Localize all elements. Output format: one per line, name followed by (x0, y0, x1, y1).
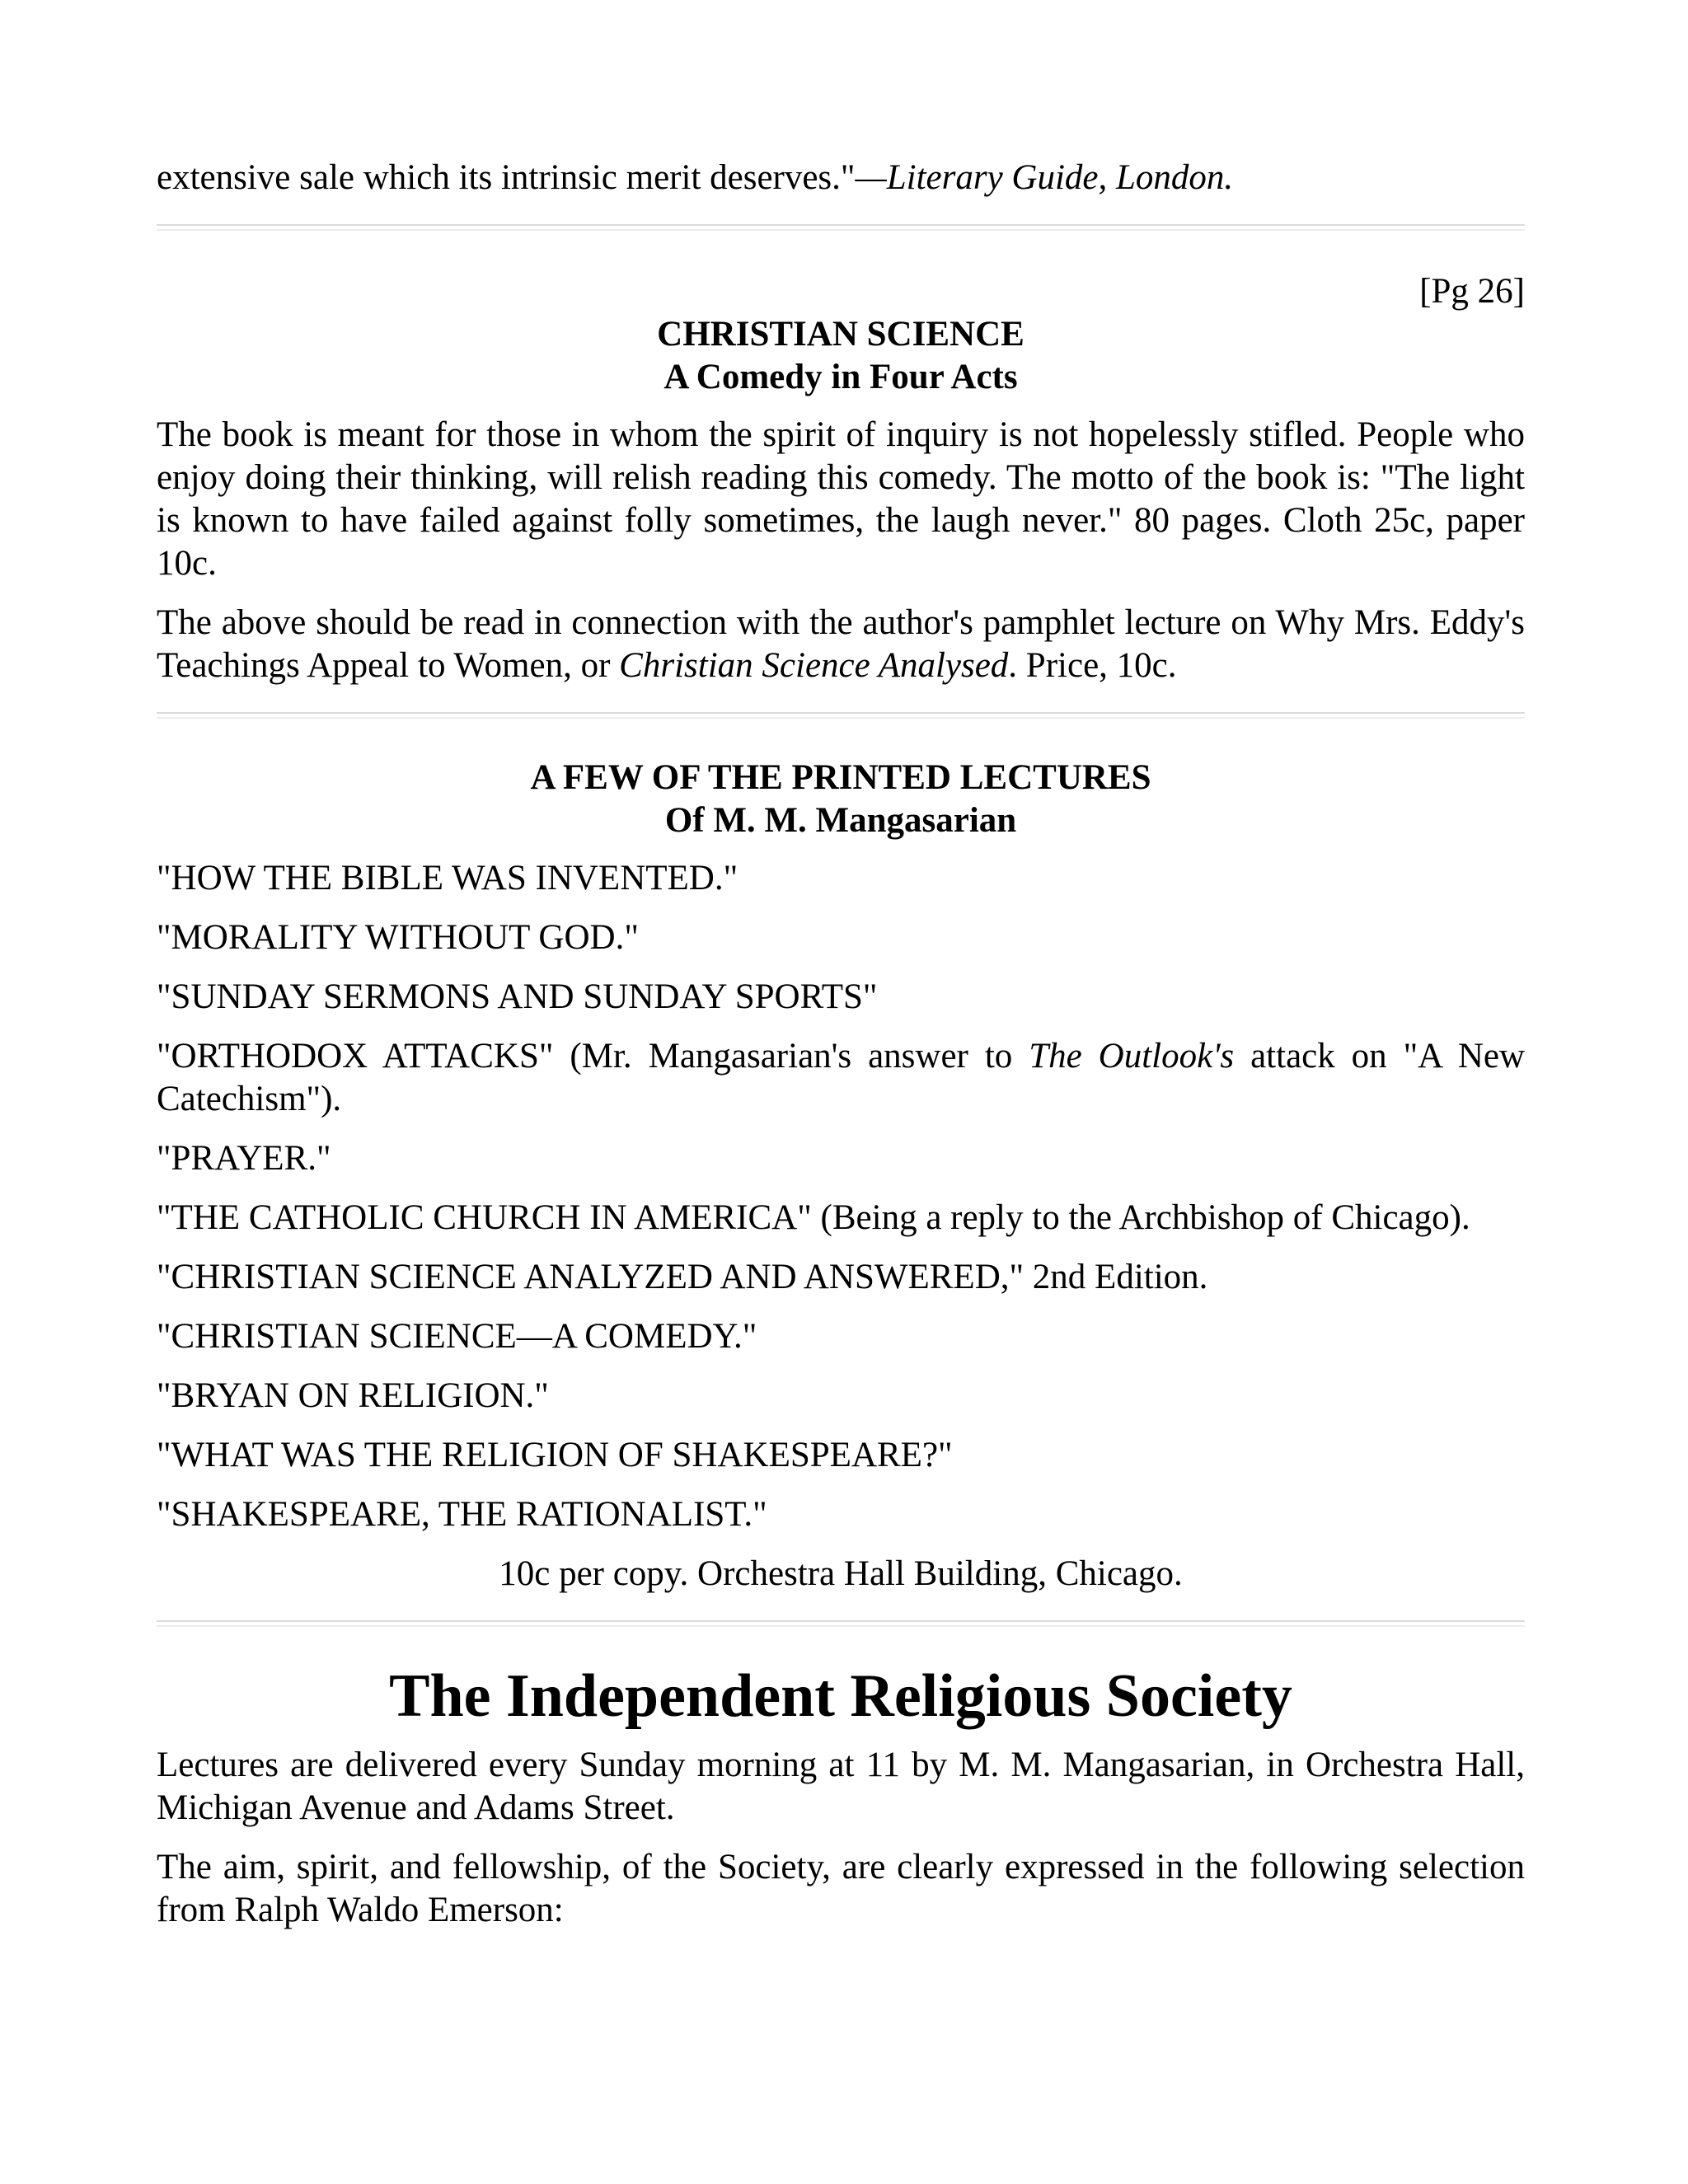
lecture-item: "CHRISTIAN SCIENCE ANALYZED AND ANSWERED," 2nd Edition. (157, 1258, 1208, 1296)
lecture-item: "WHAT WAS THE RELIGION OF SHAKESPEARE?" (157, 1436, 953, 1474)
page-marker: [Pg 26] (1419, 272, 1525, 311)
divider (157, 224, 1525, 231)
lecture-item (157, 1035, 1525, 1121)
lectures-subtitle: Of M. M. Mangasarian (664, 801, 1017, 840)
lecture-item-italic: The Outlook's (1029, 1037, 1235, 1076)
society-title: The Independent Religious Society (389, 1662, 1292, 1730)
lecture-item: "HOW THE BIBLE WAS INVENTED." (157, 859, 738, 898)
lecture-item: "CHRISTIAN SCIENCE—A COMEDY." (157, 1317, 757, 1356)
lecture-item: "BRYAN ON RELIGION." (157, 1376, 549, 1415)
lecture-item: "PRAYER." (157, 1139, 331, 1178)
lecture-item: "SHAKESPEARE, THE RATIONALIST." (157, 1495, 767, 1534)
society-paragraph: The aim, spirit, and fellowship, of the Society, are clearly expressed in the following selection from Ralph Waldo Emerson: (157, 1848, 1525, 1929)
christian-science-note (157, 602, 1525, 687)
top-quote-source: —Literary Guide, London. (855, 158, 1234, 197)
note-text-before: The above should be read in connection with the author's pamphlet lecture on Why Mrs. Eddy's Teachings Appeal to Women, or (157, 603, 1525, 685)
note-italic-title: Christian Science Analysed (619, 646, 1009, 685)
society-paragraph: Lectures are delivered every Sunday morning at 11 by M. M. Mangasarian, in Orchestra Hall, Michigan Avenue and Adams Street. (157, 1746, 1525, 1827)
lecture-item: "MORALITY WITHOUT GOD." (157, 918, 639, 957)
top-quote (157, 157, 1525, 199)
christian-science-title: CHRISTIAN SCIENCE (657, 315, 1025, 354)
divider (157, 712, 1525, 719)
top-quote-text: extensive sale which its intrinsic merit deserves." (157, 158, 856, 197)
page (157, 0, 1525, 1932)
christian-science-paragraph: The book is meant for those in whom the spirit of inquiry is not hopelessly stifled. People who enjoy doing their thinking, will relish reading this comedy. The motto of the book is: "The light is known to have failed against folly sometimes, the laugh never." 80 pages. Cloth 25c, paper 10c. (157, 415, 1525, 583)
lectures-price-line: 10c per copy. Orchestra Hall Building, Chicago. (499, 1554, 1183, 1593)
note-text-after: . Price, 10c. (1008, 646, 1177, 685)
lecture-item-text: "ORTHODOX ATTACKS" (Mr. Mangasarian's answer to (157, 1037, 1029, 1076)
lecture-item: "SUNDAY SERMONS AND SUNDAY SPORTS" (157, 977, 878, 1016)
lectures-title: A FEW OF THE PRINTED LECTURES (530, 758, 1151, 797)
lecture-item: "THE CATHOLIC CHURCH IN AMERICA" (Being a reply to the Archbishop of Chicago). (157, 1198, 1470, 1237)
divider (157, 1620, 1525, 1627)
lecture-item-text: attack on "A New Catechism"). (157, 1037, 1526, 1118)
christian-science-subtitle: A Comedy in Four Acts (663, 358, 1018, 396)
